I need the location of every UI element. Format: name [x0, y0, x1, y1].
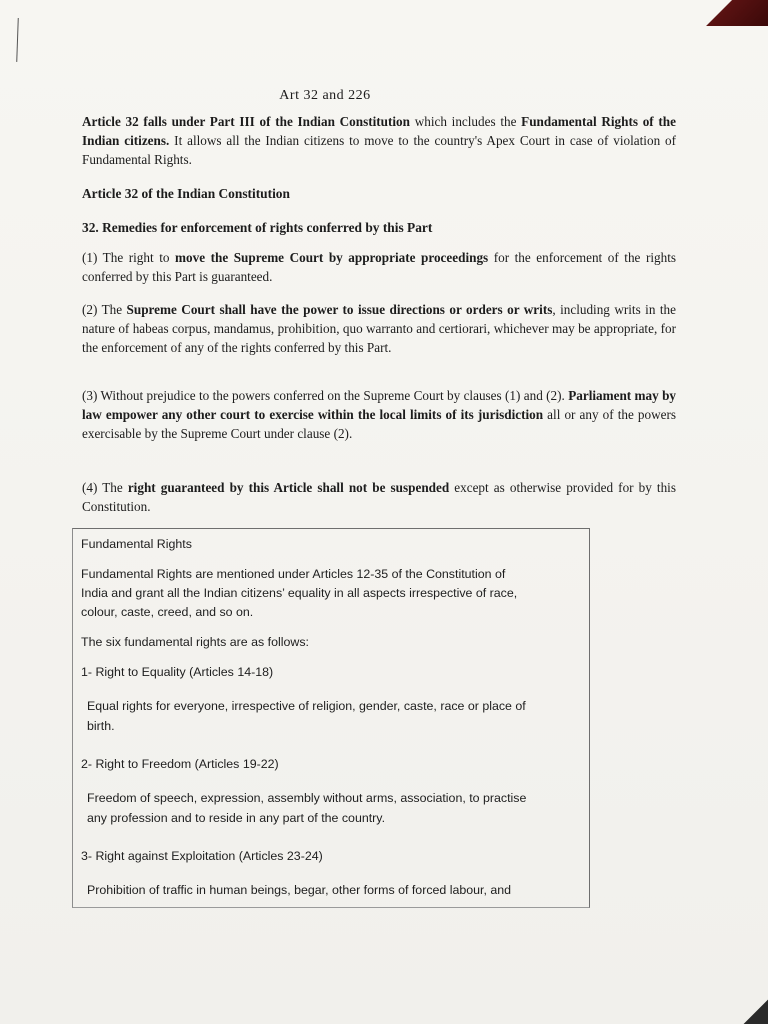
- text-segment: (1) The right to: [82, 250, 176, 265]
- text-segment: except as otherwise provided for by this Constitution.: [82, 480, 676, 514]
- bold-segment: Article 32 falls under Part III of the Indian Constitution: [82, 114, 410, 129]
- pen-mark: [16, 18, 22, 62]
- subheading-article-32: Article 32 of the Indian Constitution: [82, 186, 290, 201]
- clause-2: [82, 300, 676, 357]
- bold-segment: Fundamental Rights of the Indian citizens.: [82, 114, 676, 148]
- clause-4: [82, 478, 676, 516]
- box-intro-line: Fundamental Rights are mentioned under Articles 12-35 of the Constitution of: [81, 567, 506, 581]
- right-2-desc: any profession and to reside in any part of the country.: [87, 811, 386, 825]
- bold-segment: Parliament may by law empower any other court to exercise within the local limits of its jurisdiction: [82, 388, 676, 422]
- page-corner-shadow-bottom: [728, 984, 768, 1024]
- text-segment: all or any of the powers exercisable by the Supreme Court under clause (2).: [82, 407, 676, 441]
- right-2-title: 2- Right to Freedom (Articles 19-22): [81, 757, 279, 771]
- text-segment: which includes the: [409, 114, 522, 129]
- bold-segment: move the Supreme Court by appropriate proceedings: [175, 250, 489, 265]
- fundamental-rights-box: [72, 528, 590, 908]
- page-corner-shadow: [698, 0, 768, 26]
- box-six-rights-line: The six fundamental rights are as follows:: [81, 635, 309, 649]
- text-segment: It allows all the Indian citizens to move to the country's Apex Court in case of violation of Fundamental Rights.: [82, 133, 677, 167]
- right-2-desc: Freedom of speech, expression, assembly without arms, association, to practise: [87, 791, 527, 805]
- page-title: Art 32 and 226: [279, 88, 371, 103]
- intro-paragraph: [82, 112, 676, 169]
- box-intro-line: India and grant all the Indian citizens’ equality in all aspects irrespective of race,: [81, 586, 518, 600]
- bold-segment: Supreme Court shall have the power to issue directions or orders or writs: [126, 302, 553, 317]
- text-segment: , including writs in the nature of habeas corpus, mandamus, prohibition, quo warranto and certiorari, whichever may be appropriate, for the enforcement of any of the rights conferred by this Part.: [82, 302, 676, 355]
- text-segment: for the enforcement of the rights conferred by this Part is guaranteed.: [82, 250, 676, 284]
- subheading-remedies: 32. Remedies for enforcement of rights conferred by this Part: [82, 220, 433, 235]
- text-segment: (4) The: [82, 480, 128, 495]
- right-1-desc: birth.: [87, 719, 115, 733]
- right-1-desc: Equal rights for everyone, irrespective of religion, gender, caste, race or place of: [87, 699, 526, 713]
- right-1-title: 1- Right to Equality (Articles 14-18): [81, 665, 274, 679]
- bold-segment: right guaranteed by this Article shall not be suspended: [127, 480, 450, 495]
- box-title: Fundamental Rights: [81, 537, 192, 551]
- right-3-title: 3- Right against Exploitation (Articles 23-24): [81, 849, 323, 863]
- clause-1: [82, 248, 676, 286]
- text-segment: (2) The: [82, 302, 127, 317]
- clause-3: [82, 386, 676, 443]
- box-intro-line: colour, caste, creed, and so on.: [81, 605, 254, 619]
- text-segment: (3) Without prejudice to the powers conferred on the Supreme Court by clauses (1) and (2).: [82, 388, 569, 403]
- right-3-desc: Prohibition of traffic in human beings, begar, other forms of forced labour, and: [87, 883, 512, 897]
